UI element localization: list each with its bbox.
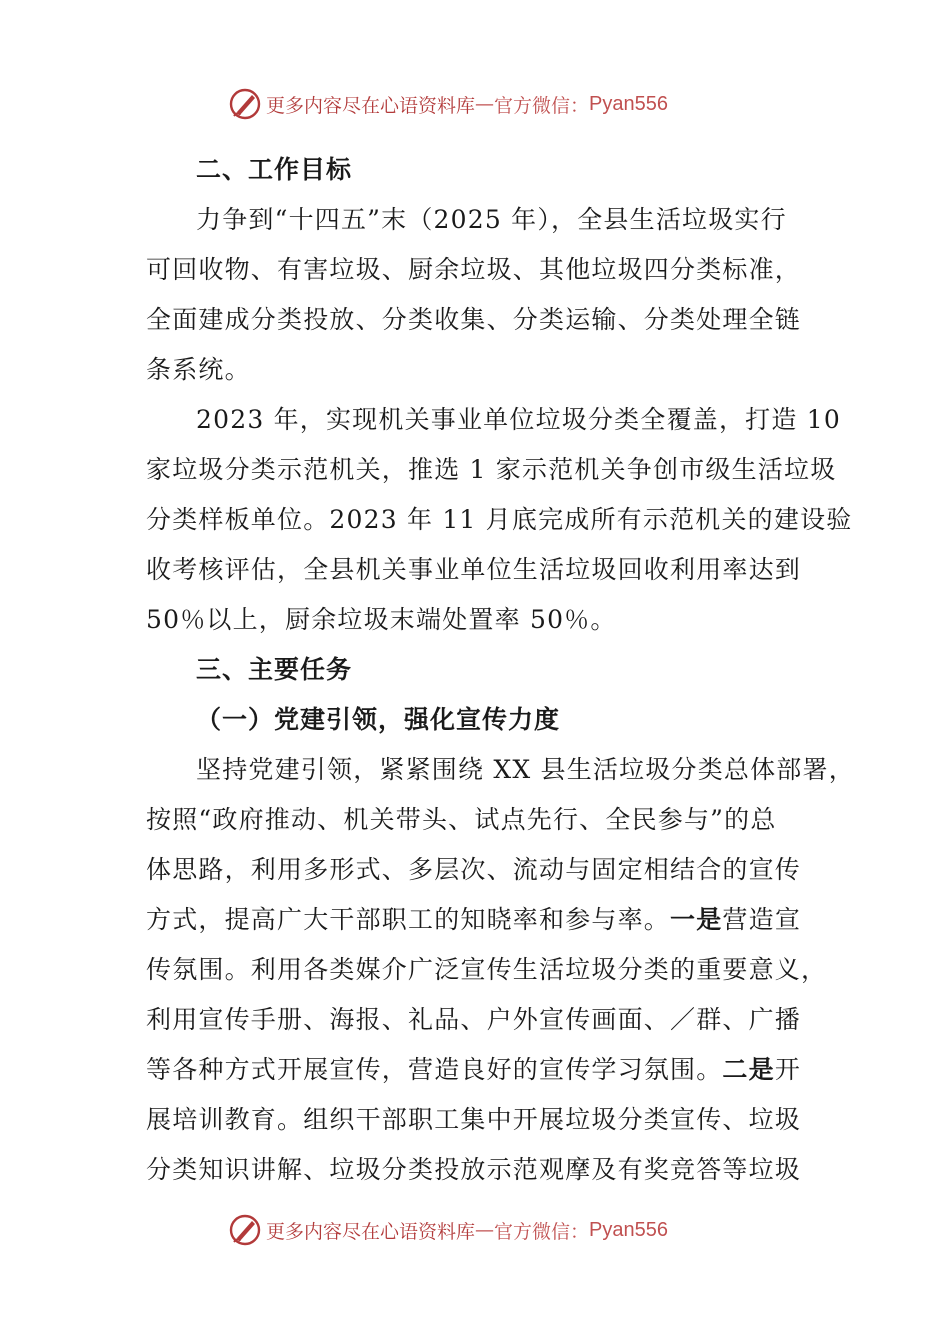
paragraph-line xyxy=(146,1053,826,1087)
paragraph-line: 收考核评估，全县机关事业单位生活垃圾回收利用率达到 xyxy=(146,555,802,584)
text-run: 开 xyxy=(774,1055,802,1084)
paragraph-line: 分类样板单位。2023 年 11 月底完成所有示范机关的建设验 xyxy=(146,505,853,534)
bold-marker-first: 一是 xyxy=(670,905,723,934)
watermark-footer xyxy=(228,1212,668,1248)
watermark-dash: — xyxy=(475,93,495,115)
paragraph-line: 全面建成分类投放、分类收集、分类运输、分类处理全链 xyxy=(146,305,802,334)
pen-logo-icon xyxy=(228,1213,262,1247)
paragraph-line: 条系统。 xyxy=(146,355,251,384)
paragraph-line: 体思路，利用多形式、多层次、流动与固定相结合的宣传 xyxy=(146,855,802,884)
watermark-id: Pyan556 xyxy=(589,92,668,115)
watermark-header xyxy=(228,86,668,122)
paragraph-line: 可回收物、有害垃圾、厨余垃圾、其他垃圾四分类标准， xyxy=(146,255,802,284)
watermark-dash: — xyxy=(475,1219,495,1241)
paragraph-line xyxy=(146,903,826,937)
text-run: 方式，提高广大干部职工的知晓率和参与率。 xyxy=(146,905,671,934)
pen-logo-icon xyxy=(228,87,262,121)
paragraph-line: 按照“政府推动、机关带头、试点先行、全民参与”的总 xyxy=(146,805,777,834)
paragraph-line: 家垃圾分类示范机关，推选 1 家示范机关争创市级生活垃圾 xyxy=(146,455,837,484)
paragraph-line: 2023 年，实现机关事业单位垃圾分类全覆盖，打造 10 xyxy=(196,405,841,434)
paragraph-line: 展培训教育。组织干部职工集中开展垃圾分类宣传、垃圾 xyxy=(146,1105,802,1134)
bold-marker-second: 二是 xyxy=(722,1055,775,1084)
watermark-text: 更多内容尽在心语资料库 xyxy=(266,1220,476,1243)
paragraph-line: 分类知识讲解、垃圾分类投放示范观摩及有奖竞答等垃圾 xyxy=(146,1155,802,1184)
watermark-tail: 官方微信： xyxy=(494,94,590,117)
watermark-text: 更多内容尽在心语资料库 xyxy=(266,94,476,117)
paragraph-line: 力争到“十四五”末（2025 年），全县生活垃圾实行 xyxy=(196,205,787,234)
paragraph-line: 50％以上，厨余垃圾末端处置率 50％。 xyxy=(146,605,617,634)
paragraph-line: 坚持党建引领，紧紧围绕 XX 县生活垃圾分类总体部署， xyxy=(196,755,855,784)
watermark-id: Pyan556 xyxy=(589,1218,668,1241)
subheading-party-building: （一）党建引领，强化宣传力度 xyxy=(196,705,561,734)
heading-work-goals: 二、工作目标 xyxy=(196,155,353,184)
text-run: 营造宣 xyxy=(722,905,802,934)
heading-main-tasks: 三、主要任务 xyxy=(196,655,353,684)
text-run: 等各种方式开展宣传，营造良好的宣传学习氛围。 xyxy=(146,1055,723,1084)
paragraph-line: 传氛围。利用各类媒介广泛宣传生活垃圾分类的重要意义， xyxy=(146,955,828,984)
watermark-tail: 官方微信： xyxy=(494,1220,590,1243)
paragraph-line: 利用宣传手册、海报、礼品、户外宣传画面、／群、广播 xyxy=(146,1005,802,1034)
